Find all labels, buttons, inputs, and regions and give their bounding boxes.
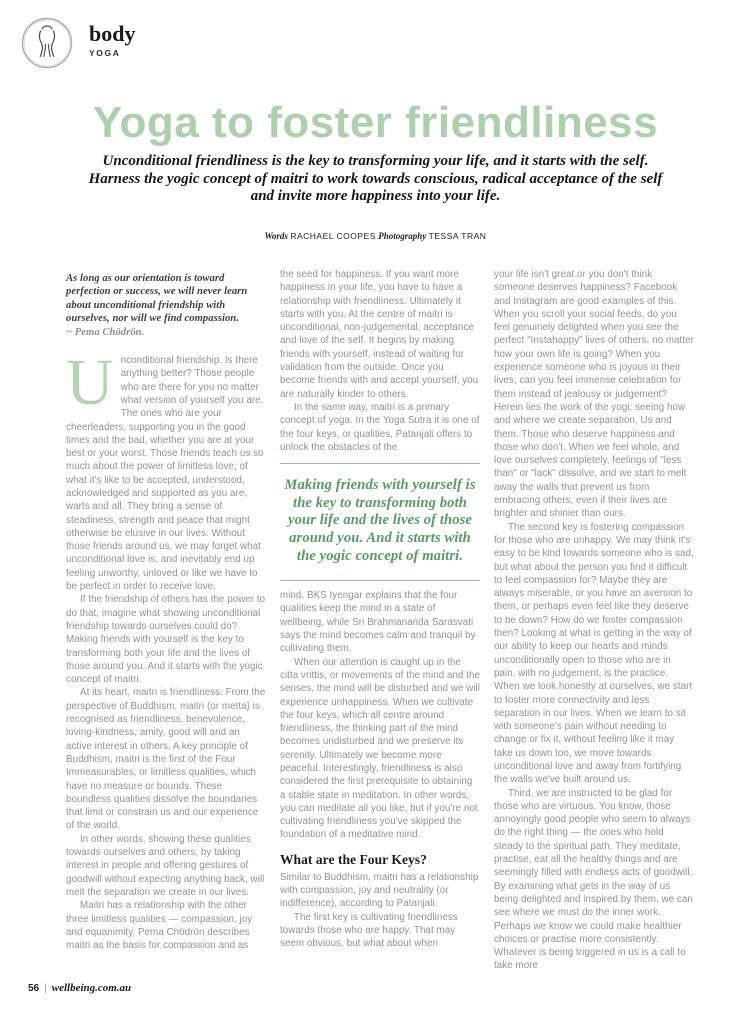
footer-divider: | <box>44 983 47 994</box>
brand-header <box>20 16 135 70</box>
paragraph: If the friendship of others has the power to do that, imagine what showing unconditional friendship towards ourselves could do? Making friends with yourself is the key to transforming both your life and the lives of those around you. And it starts with the yogic concept of maitri. <box>66 594 266 686</box>
brand-category-label: YOGA <box>89 48 121 58</box>
site-url: wellbeing.com.au <box>51 982 132 994</box>
section-heading-four-keys: What are the Four Keys? <box>280 851 427 867</box>
words-label: Words <box>264 231 288 241</box>
article-title: Yoga to foster friendliness <box>92 98 659 147</box>
paragraph <box>66 346 266 593</box>
page-number: 56 <box>28 983 40 994</box>
article-byline <box>0 231 751 241</box>
paragraph: Similar to Buddhism, maitri has a relationship with compassion, joy and neutrality (or indifference), according to Patanjali. <box>280 871 479 910</box>
article-body <box>66 268 696 973</box>
paragraph: When our attention is caught up in the citta vrittis, or movements of the mind and the senses, the mind will be disturbed and we will experience unhappiness. When we cultivate the four keys, which all centre around friendliness, the thinking part of the mind becomes undisturbed and we preserve its serenity. Ultimately we become more peaceful. Interestingly, friendliness is also considered the first prerequisite to obtaining a stable state in meditation. In other words, you can meditate all you like, but if you're not cultivating friendliness you've skipped the foundation of a meditative mind. <box>280 656 481 841</box>
paragraph: Third, we are instructed to be glad for those who are virtuous. You know, those annoyingly good people who seem to always do the right thing — the ones who hold steady to the spiritual path. They meditate, practise, eat all the healthy things and are seemingly filled with endless acts of goodwill. By examining what gets in the way of us being delighted and inspired by them, we can see where we must do the inner work. Perhaps we know we could make healthier choices or practise more consistently. Whatever is being triggered in us is a call to take more <box>494 787 693 972</box>
column-1 <box>66 268 266 973</box>
photography-label: Photography <box>378 231 427 241</box>
brand-section-label: body <box>89 21 136 46</box>
author-name: RACHAEL COOPES <box>290 231 376 241</box>
paragraph: In the same way, maitri is a primary concept of yoga. In the Yoga Sutra it is one of the four keys, or qualities, Patanjali offers to unlock the obstacles of the <box>280 401 480 453</box>
paragraph: The first key is cultivating friendliness towards those who are happy. That may seem obvious, but what about when <box>280 911 458 950</box>
brand-text <box>89 23 135 58</box>
drop-cap: U <box>66 346 114 420</box>
paragraph: At its heart, maitri is friendliness. From the perspective of Buddhism, maitri (or metta) is recognised as friendliness, benevolence, loving-kindness, amity, good will and an active interest in others. A key principle of Buddhism, maitri is the first of the Four Immeasurables, or limitless qualities, which have no measure or bounds. These boundless qualities dissolve the boundaries that limit or constrain us and our experience of the world. <box>66 687 266 832</box>
page-footer <box>28 982 131 994</box>
paragraph: The second key is fostering compassion for those who are unhappy. We may think it's easy to be kind towards someone who is sad, but what about the person you find it difficult to feel compassion for? Maybe they are always miserable, or you have an aversion to them, or perhaps even feel like they deserve to be down? How do we foster compassion then? Looking at what is getting in the way of our ability to keep our hearts and minds unconditionally open to those who are in pain, with no judgement, is the practice. When we look honestly at ourselves, we start to foster more connectivity and less separation in our lives. When we learn to sit with someone's pain without needing to change or fix it, without feeling like it may take us down too, we move towards unconditional love and away from fortifying the walls we've built around us. <box>494 521 694 786</box>
paragraph: Maitri has a relationship with the other three limitless qualities — compassion, joy and equanimity. Pema Chödrön describes maitri as the basis for compassion and as <box>66 900 253 952</box>
epigraph-quote <box>66 272 266 339</box>
paragraph: mind. BKS Iyengar explains that the four qualities keep the mind in a state of wellbeing, while Sri Brahmananda Sarasvati says the mind becomes calm and tranquil by cultivating them. <box>280 590 476 655</box>
body-figure-icon <box>20 16 74 70</box>
epigraph-text: As long as our orientation is toward perfection or success, we will never learn about unconditional friendship with ourselves, nor will we find compassion. <box>66 273 248 325</box>
paragraph: your life isn't great or you don't think someone deserves happiness? Facebook and Instagram are good examples of this. When you scroll your social feeds, do you feel genuinely delighted when you see the perfect "Instahappy" lives of others, no matter how your own life is going? When you experience someone who is joyous in their lives, can you feel immense celebration for them instead of jealousy or judgement? Herein lies the work of the yogi; seeing how and where we create separation. Us and them. Those who deserve happiness and those who don't. When we feel whole, and love ourselves completely, feelings of "less than" or "lack" dissolve, and we start to melt away the walls that prevent us from embracing others, even if their lives are brighter and shinier than ours. <box>494 269 694 520</box>
article-standfirst: Unconditional friendliness is the key to transforming your life, and it starts with the self. Harness the yogic concept of maitri to work towards conscious, radical acceptance of the self and invite more happiness into your life. <box>88 153 663 205</box>
column-2 <box>280 268 480 973</box>
photographer-name: TESSA TRAN <box>428 231 487 241</box>
epigraph-attribution: ~ Pema Chödrön. <box>66 326 145 338</box>
column-3 <box>494 268 694 973</box>
paragraph: the seed for happiness. If you want more happiness in your life, you have to have a relationship with friendliness. Ultimately it starts with you. At the centre of maitri is unconditional, non-judgemental, acceptance and love of the self. It begins by making friends with yourself, instead of waiting for validation from the outside. Once you become friends with and accept yourself, you are naturally kinder to others. <box>280 269 479 400</box>
paragraph-text: nconditional friendship. Is there anything better? Those people who are there for you no matter what version of yourself you are. The ones who are your cheerleaders, supporting you in the good times and the bad, whether you are at your best or your worst. Those friends teach us so much about the power of limitless love; of what it's like to be accepted, understood, acknowledged and supported as you are, warts and all. They bring a sense of steadiness, strength and peace that might otherwise be elusive in our lives. Without those friends around us, we may forget what unconditional love is, and inevitably end up feeling unworthy, unloved or like we have to be perfect in order to receive love. <box>66 355 264 593</box>
pull-quote: Making friends with yourself is the key to transforming both your life and the lives of those around you. And it starts with the yogic concept of maitri. <box>280 463 480 581</box>
paragraph: In other words, showing these qualities towards ourselves and others, by taking interest in people and offering gestures of goodwill without expecting anything back, will melt the separation we create in our lives. <box>66 833 265 898</box>
